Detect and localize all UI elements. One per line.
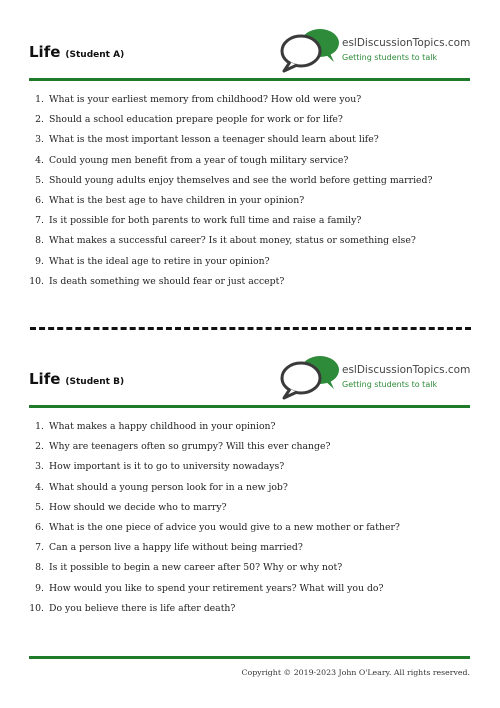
question-item: 9. What is the ideal age to retire in your opinion? [35,255,270,267]
section-header [29,28,470,78]
speech-bubbles-icon [280,355,340,401]
brand-name: eslDiscussionTopics.com [342,364,471,376]
question-text: What is the best age to have children in your opinion? [49,194,305,206]
speech-bubbles-icon [280,28,340,74]
question-item: 10. Is death something we should fear or just accept? [29,275,285,287]
question-item: 7. Can a person live a happy life without being married? [35,542,303,554]
question-text: How should we decide who to marry? [49,501,227,513]
question-text: How important is it to go to university nowadays? [49,461,285,473]
brand-name: eslDiscussionTopics.com [342,37,471,49]
question-item: 1. What is your earliest memory from childhood? How old were you? [35,94,362,105]
question-item: 6. What is the best age to have children in your opinion? [35,194,305,206]
question-item: 2. Should a school education prepare people for work or for life? [35,114,343,126]
question-item: 3. What is the most important lesson a teenager should learn about life? [35,134,379,146]
brand-tagline: Getting students to talk [342,53,438,62]
section-title [29,369,124,388]
question-item: 5. How should we decide who to marry? [35,501,227,513]
question-text: Is death something we should fear or just accept? [49,275,285,287]
question-text: What makes a successful career? Is it about money, status or something else? [49,235,416,247]
header-rule [29,78,470,81]
question-text: Is it possible for both parents to work full time and raise a family? [49,215,362,227]
question-list [29,420,470,622]
copyright-notice: Copyright © 2019-2023 John O'Leary. All rights reserved. [241,668,470,677]
question-item: 2. Why are teenagers often so grumpy? Will this ever change? [35,441,331,453]
question-item: 4. Could young men benefit from a year of tough military service? [35,154,349,166]
question-text: Why are teenagers often so grumpy? Will this ever change? [49,441,331,453]
header-rule [29,405,470,408]
question-item: 8. Is it possible to begin a new career after 50? Why or why not? [35,562,343,574]
footer-rule [29,656,470,659]
question-item: 4. What should a young person look for in a new job? [35,481,288,493]
question-text: How would you like to spend your retirement years? What will you do? [49,582,384,594]
question-text: What is the ideal age to retire in your opinion? [49,255,270,267]
question-item: 6. What is the one piece of advice you would give to a new mother or father? [35,521,400,533]
cut-line-divider [30,327,471,330]
question-item: 8. What makes a successful career? Is it about money, status or something else? [35,235,416,247]
question-item: 9. How would you like to spend your retirement years? What will you do? [35,582,384,594]
question-text: Should a school education prepare people for work or for life? [49,114,343,126]
question-text: What makes a happy childhood in your opinion? [49,421,276,432]
section-student-b [29,355,470,622]
brand-tagline: Getting students to talk [342,380,438,389]
question-text: Is it possible to begin a new career after 50? Why or why not? [49,562,343,574]
question-text: What is the most important lesson a teenager should learn about life? [49,134,379,146]
question-item: 5. Should young adults enjoy themselves and see the world before getting married? [35,174,433,186]
question-item: 10. Do you believe there is life after death? [29,602,236,614]
question-item: 3. How important is it to go to university nowadays? [35,461,285,473]
section-student-a [29,28,470,295]
question-list [29,93,470,295]
question-text: Should young adults enjoy themselves and see the world before getting married? [49,174,433,186]
logo [280,28,480,76]
logo [280,355,480,403]
question-text: Could young men benefit from a year of tough military service? [49,154,349,166]
title-main: Life [29,370,61,388]
question-item: 7. Is it possible for both parents to work full time and raise a family? [35,215,362,227]
title-subtitle: (Student B) [65,377,125,387]
section-title [29,42,124,61]
question-text: What should a young person look for in a new job? [49,481,288,493]
title-main: Life [29,43,61,61]
question-text: What is the one piece of advice you would give to a new mother or father? [49,521,400,533]
question-text: Do you believe there is life after death? [49,602,236,614]
section-header [29,355,470,405]
question-text: Can a person live a happy life without being married? [49,542,303,554]
question-text: What is your earliest memory from childhood? How old were you? [49,94,362,105]
question-item: 1. What makes a happy childhood in your opinion? [35,421,276,432]
title-subtitle: (Student A) [65,50,125,60]
